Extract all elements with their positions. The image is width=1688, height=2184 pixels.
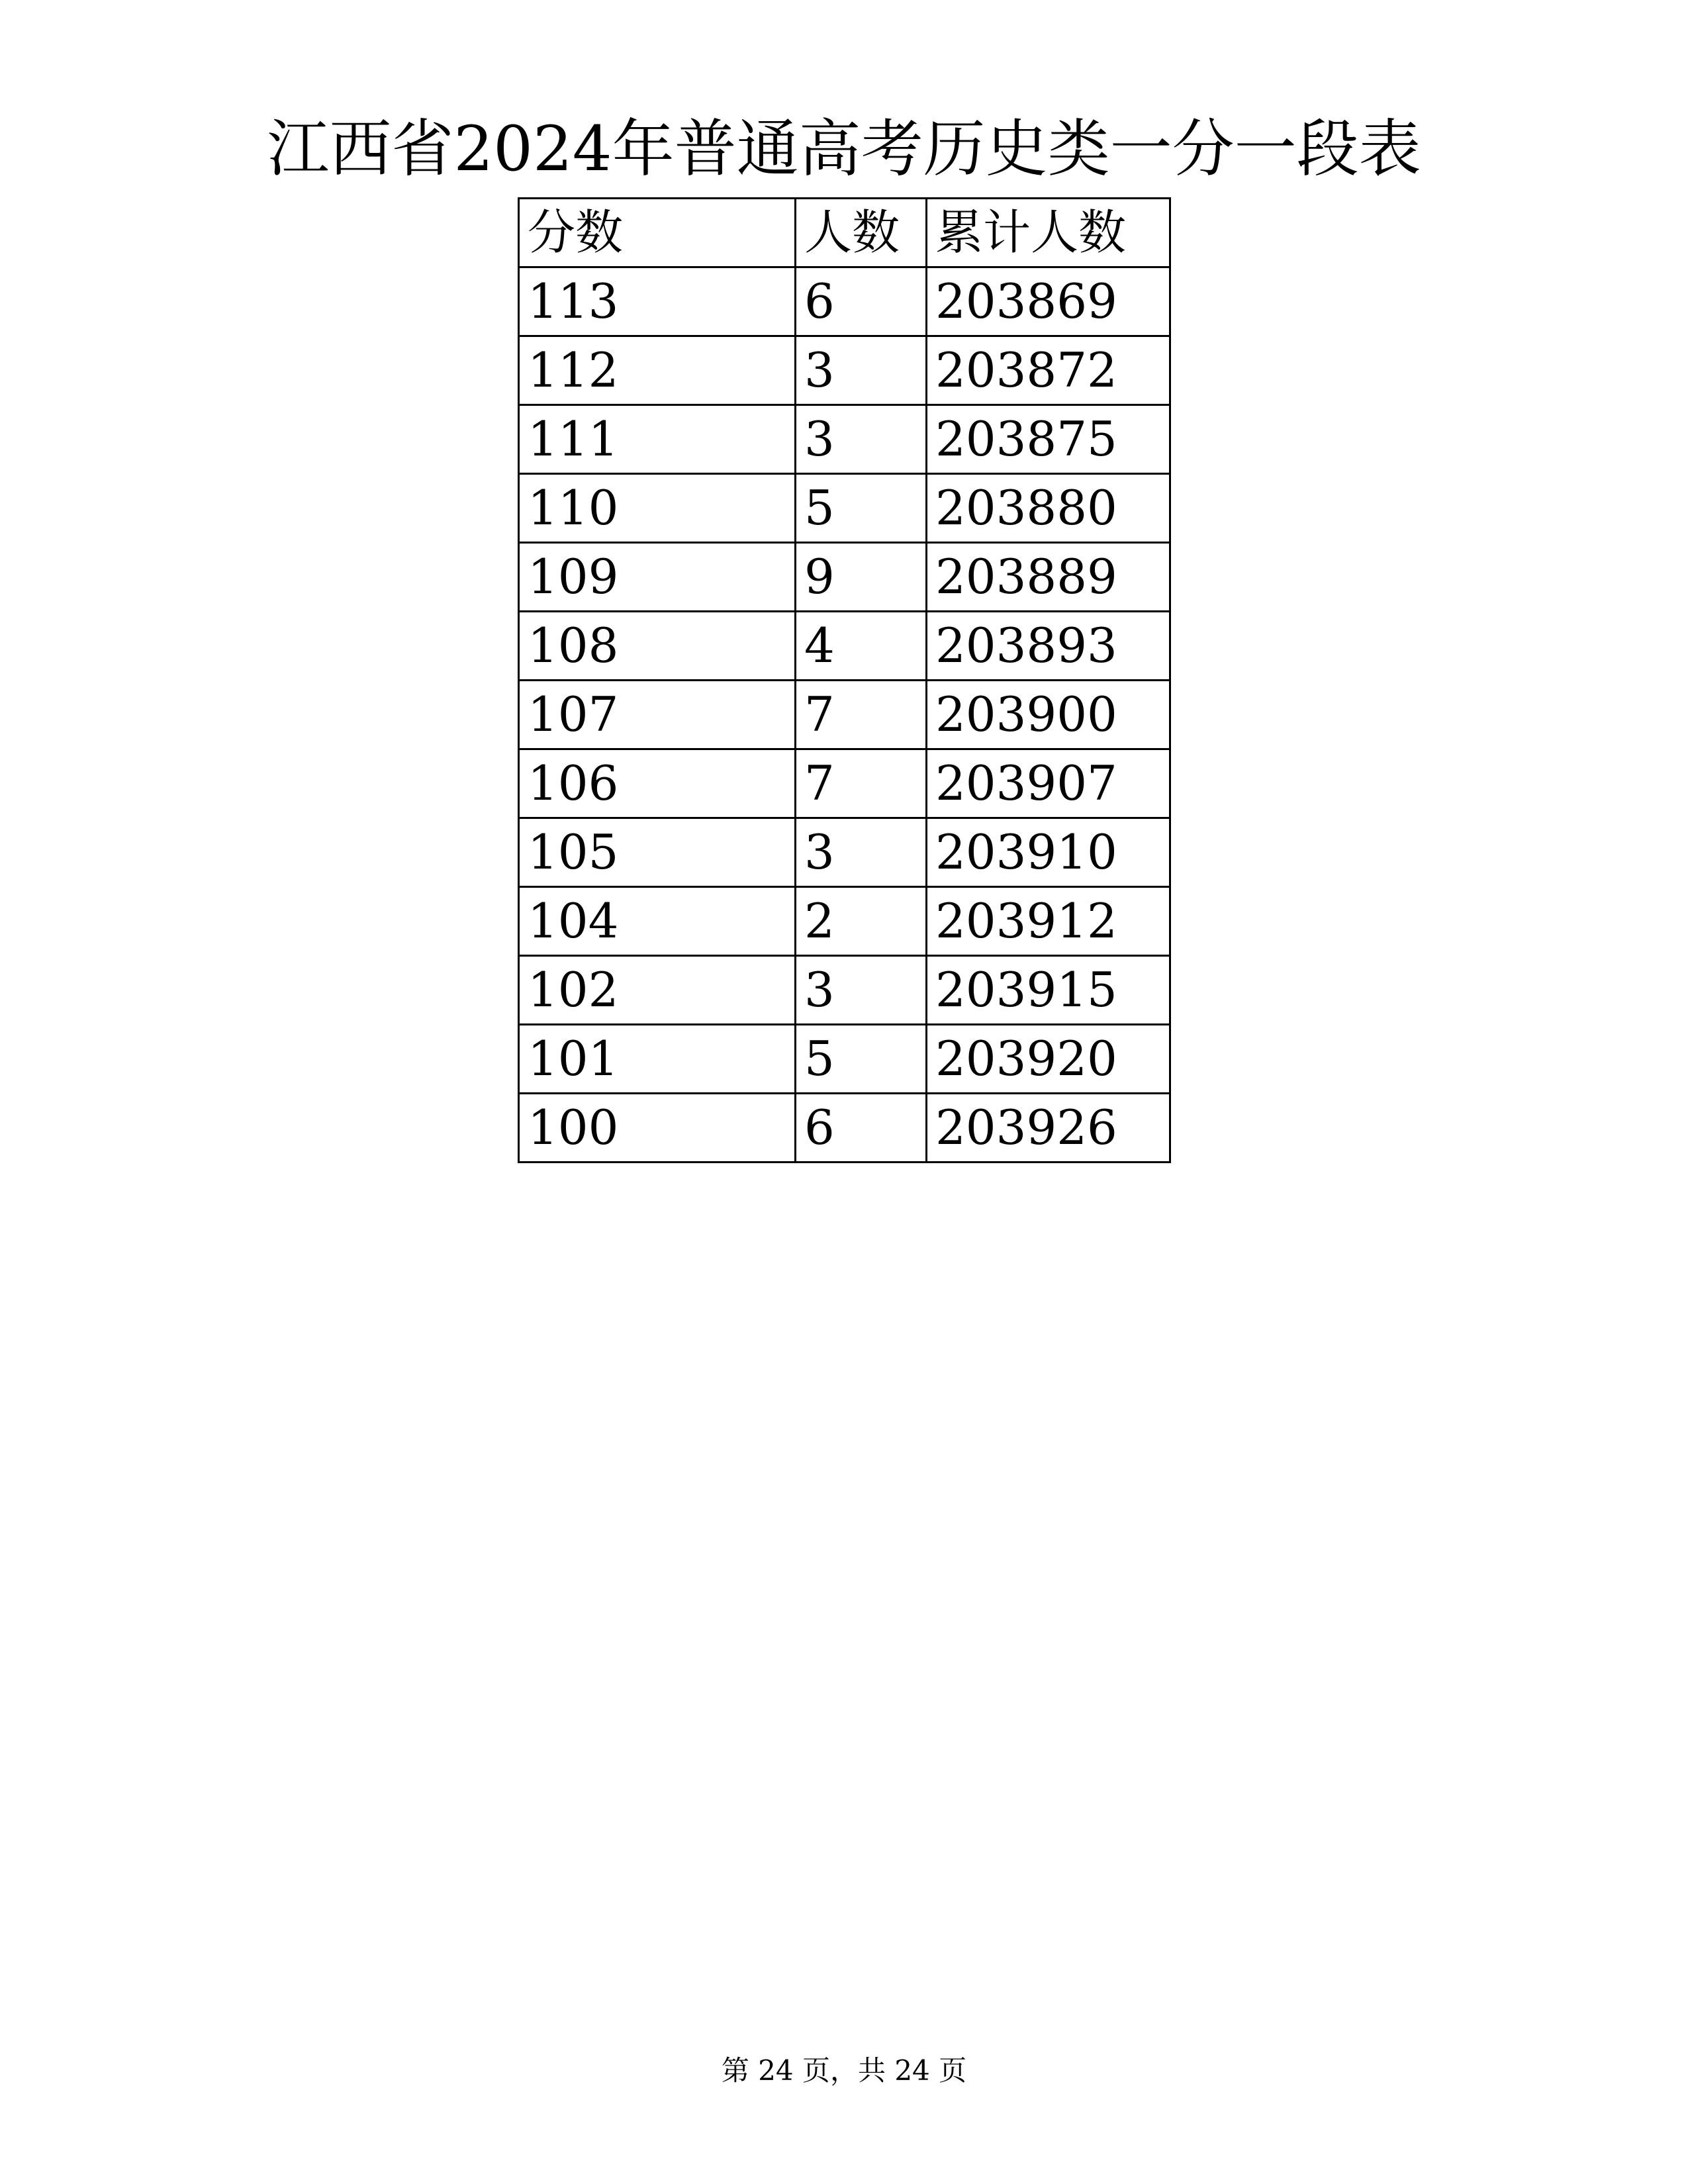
cell-cumulative: 203900 [927, 681, 1170, 749]
page-footer: 第 24 页，共 24 页 [721, 2054, 967, 2087]
cell-score: 105 [519, 818, 796, 887]
table-row [519, 267, 1170, 336]
header-score: 分数 [519, 199, 796, 267]
cell-score: 102 [519, 956, 796, 1025]
cell-score: 100 [519, 1094, 796, 1163]
cell-score: 104 [519, 887, 796, 956]
table-row [519, 956, 1170, 1025]
cell-count: 9 [796, 543, 927, 612]
cell-count: 6 [796, 1094, 927, 1163]
cell-score: 106 [519, 749, 796, 818]
table-body [519, 267, 1170, 1163]
table-header-row [519, 199, 1170, 267]
header-cumulative: 累计人数 [927, 199, 1170, 267]
cell-count: 6 [796, 267, 927, 336]
cell-score: 101 [519, 1025, 796, 1094]
page-title: 江西省2024年普通高考历史类一分一段表 [267, 113, 1421, 185]
table-row [519, 818, 1170, 887]
table-row [519, 474, 1170, 543]
cell-cumulative: 203907 [927, 749, 1170, 818]
cell-cumulative: 203910 [927, 818, 1170, 887]
cell-score: 107 [519, 681, 796, 749]
cell-count: 2 [796, 887, 927, 956]
cell-count: 7 [796, 681, 927, 749]
table-row [519, 1025, 1170, 1094]
cell-cumulative: 203889 [927, 543, 1170, 612]
header-count: 人数 [796, 199, 927, 267]
cell-score: 112 [519, 336, 796, 405]
cell-count: 4 [796, 612, 927, 681]
cell-count: 7 [796, 749, 927, 818]
table-row [519, 405, 1170, 474]
cell-score: 108 [519, 612, 796, 681]
cell-score: 109 [519, 543, 796, 612]
cell-cumulative: 203893 [927, 612, 1170, 681]
cell-count: 5 [796, 1025, 927, 1094]
cell-cumulative: 203875 [927, 405, 1170, 474]
table-row [519, 681, 1170, 749]
table-row [519, 612, 1170, 681]
table-row [519, 1094, 1170, 1163]
table-row [519, 543, 1170, 612]
cell-score: 110 [519, 474, 796, 543]
cell-cumulative: 203915 [927, 956, 1170, 1025]
cell-count: 3 [796, 956, 927, 1025]
cell-cumulative: 203872 [927, 336, 1170, 405]
table-row [519, 749, 1170, 818]
cell-score: 111 [519, 405, 796, 474]
cell-count: 3 [796, 336, 927, 405]
cell-score: 113 [519, 267, 796, 336]
cell-cumulative: 203869 [927, 267, 1170, 336]
score-distribution-table [518, 197, 1171, 1163]
cell-cumulative: 203912 [927, 887, 1170, 956]
cell-cumulative: 203926 [927, 1094, 1170, 1163]
table-row [519, 336, 1170, 405]
cell-count: 5 [796, 474, 927, 543]
cell-cumulative: 203880 [927, 474, 1170, 543]
cell-cumulative: 203920 [927, 1025, 1170, 1094]
cell-count: 3 [796, 405, 927, 474]
table-row [519, 887, 1170, 956]
cell-count: 3 [796, 818, 927, 887]
